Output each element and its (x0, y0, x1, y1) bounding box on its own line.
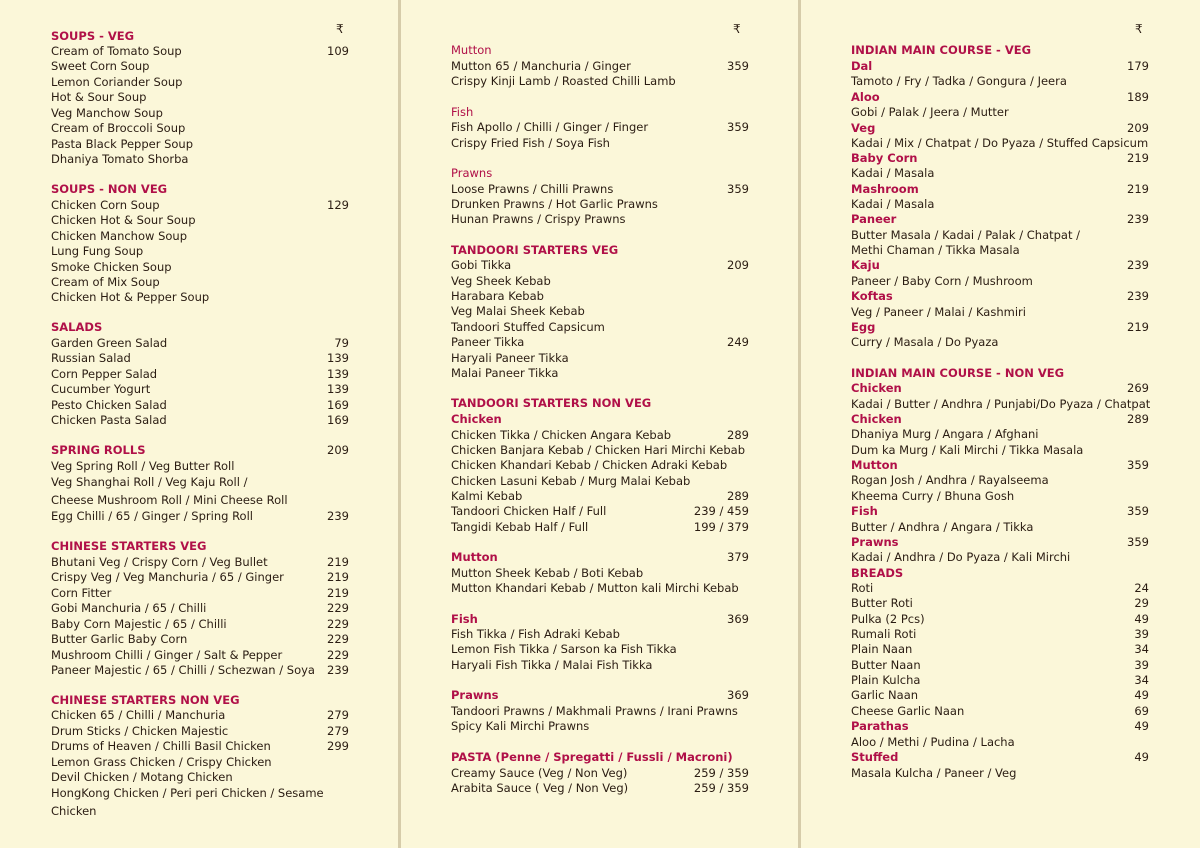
menu-item-price: 219 (327, 570, 349, 584)
menu-item-name: Veg / Paneer / Malai / Kashmiri (851, 305, 1026, 319)
menu-item-price: 249 (727, 335, 749, 349)
menu-item-name: Paneer / Baby Corn / Mushroom (851, 274, 1033, 288)
subsection-heading: Prawns (451, 688, 499, 702)
menu-page-left (0, 0, 398, 848)
subsection-heading: Mutton (451, 43, 492, 57)
menu-item-price: 229 (327, 617, 349, 631)
menu-item-name: Drum Sticks / Chicken Majestic (51, 724, 229, 738)
menu-item-price: 359 (1127, 535, 1149, 549)
section-heading: INDIAN MAIN COURSE - VEG (851, 43, 1032, 57)
subsection-heading: Mutton (451, 550, 498, 564)
menu-item-price: 209 (727, 258, 749, 272)
menu-item-name: Chicken (51, 804, 97, 818)
menu-item-price: 139 (327, 367, 349, 381)
menu-item-name: Chicken Tikka / Chicken Angara Kebab (451, 428, 672, 442)
menu-item-name: Crispy Fried Fish / Soya Fish (451, 136, 610, 150)
menu-item-name: Smoke Chicken Soup (51, 260, 172, 274)
menu-item-name: Chicken Khandari Kebab / Chicken Adraki Kebab (451, 458, 728, 472)
subsection-heading: Prawns (451, 166, 493, 180)
menu-item-price: 169 (327, 413, 349, 427)
currency-header: ₹ (336, 22, 344, 36)
menu-item-name: Haryali Fish Tikka / Malai Fish Tikka (451, 658, 653, 672)
currency-header: ₹ (1135, 22, 1143, 36)
menu-item-price: 24 (1134, 581, 1149, 595)
menu-item-price: 219 (1127, 320, 1149, 334)
menu-item-name: Aloo / Methi / Pudina / Lacha (851, 735, 1015, 749)
menu-item-name: Butter / Andhra / Angara / Tikka (851, 520, 1034, 534)
subsection-heading: Chicken (451, 412, 502, 426)
menu-item-name: Tandoori Stuffed Capsicum (451, 320, 605, 334)
menu-item-price: 239 (1127, 212, 1149, 226)
menu-item-name: Crispy Kinji Lamb / Roasted Chilli Lamb (451, 74, 676, 88)
menu-item-name: Chicken Hot & Pepper Soup (51, 290, 210, 304)
menu-item-price: 179 (1127, 59, 1149, 73)
menu-item-price: 49 (1134, 750, 1149, 764)
section-heading: CHINESE STARTERS VEG (51, 539, 207, 553)
menu-item-price: 239 / 459 (693, 504, 749, 518)
menu-item-name: Lemon Grass Chicken / Crispy Chicken (51, 755, 272, 769)
menu-item-name: HongKong Chicken / Peri peri Chicken / Sesame (51, 786, 324, 800)
menu-item-name: Kadai / Andhra / Do Pyaza / Kali Mirchi (851, 550, 1071, 564)
menu-item-name: Hunan Prawns / Crispy Prawns (451, 212, 626, 226)
menu-item-price: 239 (1127, 289, 1149, 303)
menu-item-name: Mutton Sheek Kebab / Boti Kebab (451, 566, 644, 580)
menu-item-name: Chicken Hot & Sour Soup (51, 213, 196, 227)
menu-item-price: 359 (1127, 504, 1149, 518)
menu-item-name: Plain Kulcha (851, 673, 921, 687)
menu-item-name: Baby Corn Majestic / 65 / Chilli (51, 617, 227, 631)
menu-item-price: 69 (1134, 704, 1149, 718)
menu-item-name: Veg Shanghai Roll / Veg Kaju Roll / (51, 475, 248, 489)
menu-item-price: 359 (727, 182, 749, 196)
menu-item-name: Curry / Masala / Do Pyaza (851, 335, 999, 349)
menu-item-name: Chicken Manchow Soup (51, 229, 187, 243)
menu-item-price: 39 (1134, 627, 1149, 641)
subsection-heading: Aloo (851, 90, 880, 104)
menu-item-price: 229 (327, 601, 349, 615)
menu-item-name: Crispy Veg / Veg Manchuria / 65 / Ginger (51, 570, 284, 584)
menu-item-name: Bhutani Veg / Crispy Corn / Veg Bullet (51, 555, 268, 569)
menu-item-name: Kadai / Masala (851, 166, 935, 180)
menu-item-name: Garlic Naan (851, 688, 919, 702)
menu-item-name: Kalmi Kebab (451, 489, 523, 503)
menu-item-price: 279 (327, 708, 349, 722)
menu-item-name: Chicken Lasuni Kebab / Murg Malai Kebab (451, 474, 691, 488)
menu-item-name: Dhaniya Tomato Shorba (51, 152, 189, 166)
menu-item-name: Malai Paneer Tikka (451, 366, 559, 380)
menu-item-price: 219 (1127, 151, 1149, 165)
menu-item-name: Plain Naan (851, 642, 913, 656)
menu-item-price: 169 (327, 398, 349, 412)
menu-item-name: Butter Masala / Kadai / Palak / Chatpat / (851, 228, 1081, 242)
menu-item-price: 229 (327, 648, 349, 662)
menu-item-name: Dum ka Murg / Kali Mirchi / Tikka Masala (851, 443, 1084, 457)
menu-item-name: Harabara Kebab (451, 289, 544, 303)
menu-item-name: Masala Kulcha / Paneer / Veg (851, 766, 1017, 780)
menu-item-name: Chicken Pasta Salad (51, 413, 167, 427)
section-heading: SOUPS - VEG (51, 29, 135, 43)
menu-item-name: Rumali Roti (851, 627, 917, 641)
menu-item-name: Paneer Tikka (451, 335, 525, 349)
menu-item-price: 139 (327, 382, 349, 396)
menu-item-name: Pasta Black Pepper Soup (51, 137, 194, 151)
section-heading: PASTA (Penne / Spregatti / Fussli / Macroni) (451, 750, 733, 764)
menu-item-price: 239 (327, 509, 349, 523)
subsection-heading: Dal (851, 59, 873, 73)
menu-item-name: Chicken 65 / Chilli / Manchuria (51, 708, 226, 722)
subsection-heading: Mutton (851, 458, 898, 472)
menu-item-price: 219 (1127, 182, 1149, 196)
section-heading: SALADS (51, 320, 103, 334)
menu-item-name: Paneer Majestic / 65 / Chilli / Schezwan / Soya (51, 663, 315, 677)
menu-item-price: 49 (1134, 719, 1149, 733)
menu-item-price: 49 (1134, 612, 1149, 626)
menu-item-name: Roti (851, 581, 874, 595)
menu-item-name: Russian Salad (51, 351, 131, 365)
menu-item-price: 359 (1127, 458, 1149, 472)
menu-item-name: Egg Chilli / 65 / Ginger / Spring Roll (51, 509, 253, 523)
menu-item-name: Cheese Mushroom Roll / Mini Cheese Roll (51, 493, 288, 507)
menu-item-price: 209 (327, 443, 349, 457)
menu-item-price: 219 (327, 555, 349, 569)
menu-item-name: Sweet Corn Soup (51, 59, 150, 73)
section-heading: TANDOORI STARTERS NON VEG (451, 396, 652, 410)
menu-item-name: Creamy Sauce (Veg / Non Veg) (451, 766, 628, 780)
menu-item-name: Drums of Heaven / Chilli Basil Chicken (51, 739, 271, 753)
menu-item-name: Veg Sheek Kebab (451, 274, 551, 288)
section-heading: CHINESE STARTERS NON VEG (51, 693, 240, 707)
subsection-heading: Mashroom (851, 182, 919, 196)
menu-item-name: Kadai / Masala (851, 197, 935, 211)
menu-item-name: Lemon Fish Tikka / Sarson ka Fish Tikka (451, 642, 677, 656)
menu-item-name: Mushroom Chilli / Ginger / Salt & Pepper (51, 648, 283, 662)
menu-item-name: Kadai / Mix / Chatpat / Do Pyaza / Stuffed Capsicum (851, 136, 1149, 150)
menu-page-middle (401, 0, 798, 848)
menu-item-name: Mutton Khandari Kebab / Mutton kali Mirchi Kebab (451, 581, 739, 595)
menu-item-price: 379 (727, 550, 749, 564)
menu-item-name: Tandoori Prawns / Makhmali Prawns / Irani Prawns (451, 704, 738, 718)
menu-item-price: 259 / 359 (693, 781, 749, 795)
menu-item-name: Tandoori Chicken Half / Full (451, 504, 607, 518)
subsection-heading: Fish (451, 612, 478, 626)
menu-item-price: 29 (1134, 596, 1149, 610)
menu-item-name: Tangidi Kebab Half / Full (451, 520, 589, 534)
menu-page-right (801, 0, 1200, 848)
menu-item-name: Pulka (2 Pcs) (851, 612, 925, 626)
subsection-heading: Kaju (851, 258, 880, 272)
menu-item-name: Arabita Sauce ( Veg / Non Veg) (451, 781, 629, 795)
menu-item-price: 299 (327, 739, 349, 753)
menu-item-price: 209 (1127, 121, 1149, 135)
menu-item-name: Drunken Prawns / Hot Garlic Prawns (451, 197, 658, 211)
menu-item-name: Spicy Kali Mirchi Prawns (451, 719, 590, 733)
subsection-heading: Egg (851, 320, 876, 334)
currency-header: ₹ (733, 22, 741, 36)
subsection-heading: Stuffed (851, 750, 899, 764)
menu-item-name: Butter Garlic Baby Corn (51, 632, 188, 646)
menu-item-price: 109 (327, 44, 349, 58)
menu-item-name: Veg Malai Sheek Kebab (451, 304, 585, 318)
menu-item-price: 49 (1134, 688, 1149, 702)
menu-item-price: 139 (327, 351, 349, 365)
subsection-heading: Chicken (851, 412, 902, 426)
subsection-heading: Koftas (851, 289, 893, 303)
menu-item-name: Hot & Sour Soup (51, 90, 147, 104)
subsection-heading: Baby Corn (851, 151, 918, 165)
menu-item-name: Haryali Paneer Tikka (451, 351, 569, 365)
menu-item-name: Devil Chicken / Motang Chicken (51, 770, 233, 784)
menu-item-name: Corn Pepper Salad (51, 367, 158, 381)
menu-item-name: Cucumber Yogurt (51, 382, 151, 396)
menu-item-name: Kadai / Butter / Andhra / Punjabi/Do Pyaza / Chatpat (851, 397, 1151, 411)
menu-item-price: 79 (334, 336, 349, 350)
menu-item-name: Veg Manchow Soup (51, 106, 163, 120)
menu-item-name: Butter Naan (851, 658, 921, 672)
section-heading: INDIAN MAIN COURSE - NON VEG (851, 366, 1065, 380)
menu-item-name: Chicken Corn Soup (51, 198, 160, 212)
menu-item-name: Kheema Curry / Bhuna Gosh (851, 489, 1015, 503)
menu-item-name: Fish Tikka / Fish Adraki Kebab (451, 627, 620, 641)
menu-item-price: 34 (1134, 673, 1149, 687)
menu-item-name: Dhaniya Murg / Angara / Afghani (851, 427, 1039, 441)
menu-item-name: Chicken Banjara Kebab / Chicken Hari Mirchi Kebab (451, 443, 746, 457)
menu-item-price: 359 (727, 120, 749, 134)
menu-item-name: Butter Roti (851, 596, 913, 610)
section-heading: TANDOORI STARTERS VEG (451, 243, 619, 257)
menu-item-price: 289 (727, 489, 749, 503)
subsection-heading: Fish (451, 105, 474, 119)
menu-item-price: 229 (327, 632, 349, 646)
menu-item-name: Mutton 65 / Manchuria / Ginger (451, 59, 631, 73)
menu-item-price: 279 (327, 724, 349, 738)
section-heading: SPRING ROLLS (51, 443, 146, 457)
menu-item-name: Cream of Broccoli Soup (51, 121, 186, 135)
menu-item-name: Cheese Garlic Naan (851, 704, 965, 718)
menu-item-name: Methi Chaman / Tikka Masala (851, 243, 1020, 257)
menu-item-name: Gobi Tikka (451, 258, 512, 272)
menu-item-name: Gobi Manchuria / 65 / Chilli (51, 601, 207, 615)
menu-item-name: Tamoto / Fry / Tadka / Gongura / Jeera (851, 74, 1067, 88)
menu-item-price: 34 (1134, 642, 1149, 656)
menu-item-name: Lemon Coriander Soup (51, 75, 183, 89)
menu-item-price: 269 (1127, 381, 1149, 395)
menu-item-price: 369 (727, 612, 749, 626)
menu-item-price: 239 (1127, 258, 1149, 272)
subsection-heading: Prawns (851, 535, 899, 549)
menu-item-price: 359 (727, 59, 749, 73)
menu-item-price: 189 (1127, 90, 1149, 104)
menu-item-name: Garden Green Salad (51, 336, 168, 350)
section-heading: SOUPS - NON VEG (51, 182, 168, 196)
menu-item-price: 369 (727, 688, 749, 702)
menu-item-price: 289 (727, 428, 749, 442)
menu-item-price: 239 (327, 663, 349, 677)
menu-item-name: Pesto Chicken Salad (51, 398, 167, 412)
menu-item-name: Loose Prawns / Chilli Prawns (451, 182, 614, 196)
subsection-heading: Chicken (851, 381, 902, 395)
subsection-heading: Veg (851, 121, 876, 135)
menu-item-price: 289 (1127, 412, 1149, 426)
menu-item-price: 39 (1134, 658, 1149, 672)
menu-item-name: Corn Fitter (51, 586, 112, 600)
menu-item-name: Lung Fung Soup (51, 244, 144, 258)
menu-item-name: Veg Spring Roll / Veg Butter Roll (51, 459, 235, 473)
menu-item-name: Gobi / Palak / Jeera / Mutter (851, 105, 1009, 119)
section-heading: BREADS (851, 566, 904, 580)
menu-item-price: 199 / 379 (693, 520, 749, 534)
menu-item-name: Rogan Josh / Andhra / Rayalseema (851, 473, 1049, 487)
subsection-heading: Parathas (851, 719, 909, 733)
subsection-heading: Paneer (851, 212, 897, 226)
menu-item-price: 129 (327, 198, 349, 212)
menu-item-name: Fish Apollo / Chilli / Ginger / Finger (451, 120, 649, 134)
subsection-heading: Fish (851, 504, 878, 518)
menu-item-price: 219 (327, 586, 349, 600)
menu-item-name: Cream of Tomato Soup (51, 44, 182, 58)
menu-item-name: Cream of Mix Soup (51, 275, 160, 289)
menu-item-price: 259 / 359 (693, 766, 749, 780)
